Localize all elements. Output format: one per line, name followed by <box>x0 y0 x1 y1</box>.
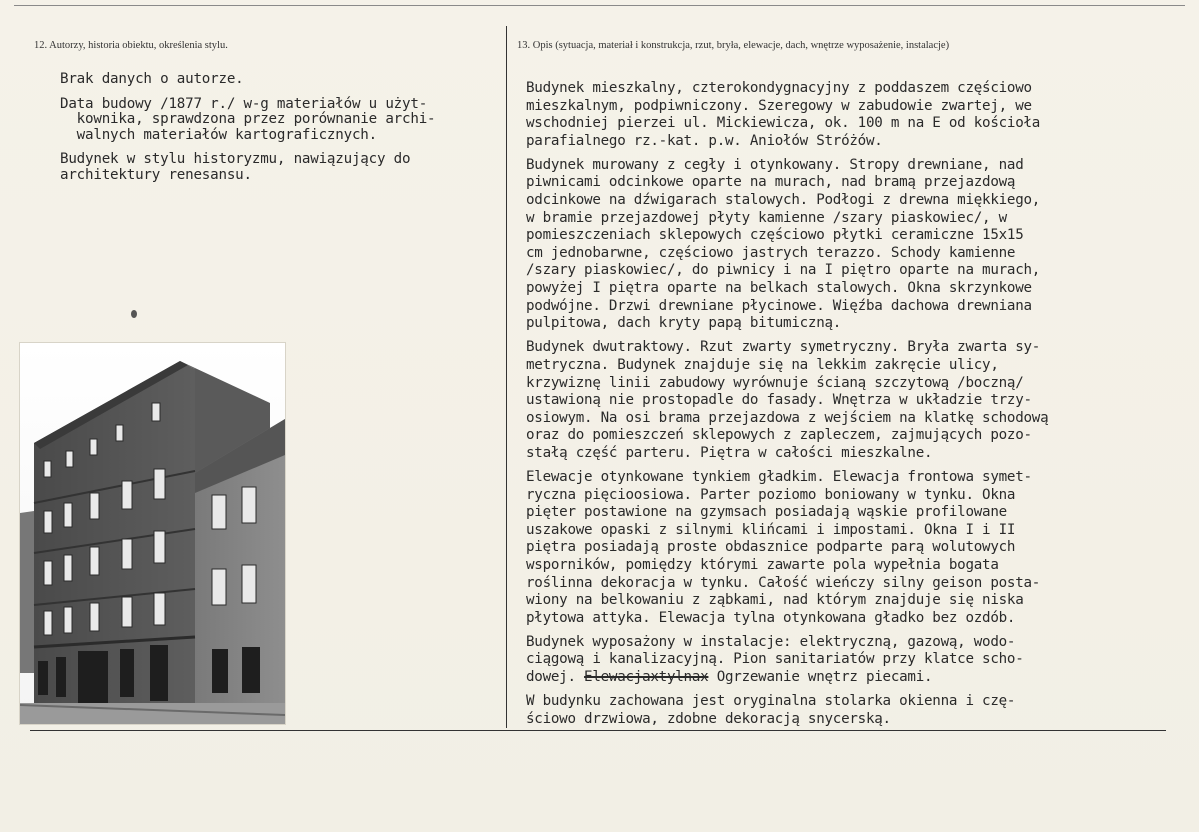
author-paragraph <box>60 72 500 88</box>
text-line: płytowa attyka. Elewacja tylna otynkowana gładko bez ozdób. <box>526 609 1016 626</box>
text-line: wsporników, pomiędzy którymi zawarte pola wypełnia bogata <box>526 556 999 573</box>
elevations-paragraph <box>526 469 1166 627</box>
text-line: walnych materiałów kartograficznych. <box>60 126 377 143</box>
text-line: Budynek w stylu historyzmu, nawiązujący do <box>60 151 411 167</box>
text-line: parafialnego rz.-kat. p.w. Aniołów Stróżów. <box>526 132 883 149</box>
text-line: oraz do pomieszczeń sklepowych z zapleczem, zajmujących pozo- <box>526 427 1032 444</box>
installations-last-start: dowej. <box>526 669 585 685</box>
text-line: pulpitowa, dach kryty papą bitumiczną. <box>526 315 842 332</box>
text-line: pomieszczeniach sklepowych częściowo płytki ceramiczne 15x15 <box>526 227 1024 244</box>
text-line: metryczna. Budynek znajduje się na lekkim zakręcie ulicy, <box>526 356 999 373</box>
building-photo-drawing <box>20 343 285 724</box>
joinery-paragraph <box>526 693 1166 728</box>
building-photo <box>19 342 286 725</box>
text-line: ustawioną nie prostopadle do fasady. Wnętrza w układzie trzy- <box>526 392 1032 409</box>
text-line: W budynku zachowana jest oryginalna stolarka okienna i czę- <box>526 693 1016 710</box>
installations-last-end: Ogrzewanie wnętrz piecami. <box>708 669 933 685</box>
text-line: Elewacje otynkowane tynkiem gładkim. Elewacja frontowa symet- <box>526 468 1032 485</box>
text-line: roślinna dekoracja w tynku. Całość wieńczy silny geison posta- <box>526 574 1041 591</box>
text-line: Brak danych o autorze. <box>60 71 244 87</box>
installations-paragraph <box>526 634 1166 687</box>
text-line: Budynek wyposażony w instalacje: elektryczną, gazową, wodo- <box>526 633 1016 650</box>
text-line: piwnicami odcinkowe oparte na murach, nad bramą przejazdową <box>526 174 1016 191</box>
text-line: architektury renesansu. <box>60 166 252 183</box>
text-line: Budynek mieszkalny, czterokondygnacyjny z poddaszem częściowo <box>526 80 1032 96</box>
authors-history-style-text <box>60 72 500 192</box>
style-paragraph <box>60 152 500 183</box>
text-line: mieszkalnym, podpiwniczony. Szeregowy w zabudowie zwartej, we <box>526 97 1032 114</box>
installations-last-line <box>526 669 1166 687</box>
top-border <box>14 5 1185 6</box>
section-12-header: 12. Autorzy, historia obiektu, określenia stylu. <box>34 40 228 51</box>
struck-out-text: Elewacjaxtylnax <box>584 669 709 685</box>
construction-date-paragraph <box>60 97 500 144</box>
location-paragraph <box>526 80 1166 150</box>
text-line: /szary piaskowiec/, do piwnicy i na I piętro oparte na murach, <box>526 262 1041 279</box>
text-line: odcinkowe na dźwigarach stalowych. Podłogi z drewna miękkiego, <box>526 192 1041 209</box>
materials-construction-paragraph <box>526 157 1166 333</box>
text-line: powyżej I piętra oparte na belkach stalowych. Okna skrzynkowe <box>526 280 1032 297</box>
text-line: wschodniej pierzei ul. Mickiewicza, ok. 100 m na E od kościoła <box>526 115 1041 132</box>
text-line: krzywiznę linii zabudowy wyrównuje ścianą szczytową /boczną/ <box>526 374 1024 391</box>
text-line: Data budowy /1877 r./ w-g materiałów u użyt- <box>60 95 428 112</box>
text-line: stałą część parteru. Piętra w całości mieszkalne. <box>526 444 933 461</box>
plan-massing-paragraph <box>526 339 1166 462</box>
text-line: kownika, sprawdzona przez porównanie archi- <box>60 111 436 127</box>
ink-spot <box>131 310 137 318</box>
description-text <box>526 80 1166 735</box>
installations-lines <box>526 634 1166 669</box>
text-line: Budynek dwutraktowy. Rzut zwarty symetryczny. Bryła zwarta sy- <box>526 339 1041 356</box>
text-line: osiowym. Na osi brama przejazdowa z wejściem na klatkę schodową <box>526 409 1049 426</box>
text-line: uszakowe opaski z silnymi klińcami i impostami. Okna I i II <box>526 521 1016 538</box>
text-line: w bramie przejazdowej płyty kamienne /szary piaskowiec/, w <box>526 209 1007 226</box>
text-line: ryczna pięcioosiowa. Parter poziomo boniowany w tynku. Okna <box>526 486 1016 503</box>
text-line: piętra posiadają proste obdasznice podparte parą wolutowych <box>526 539 1016 556</box>
text-line: cm jednobarwne, częściowo jastrych terazzo. Schody kamienne <box>526 244 1016 261</box>
text-line: pięter postawione na gzymsach posiadają wąskie profilowane <box>526 504 1007 521</box>
column-divider <box>506 26 507 728</box>
text-line: wiony na belkowaniu z ząbkami, nad którym znajduje się niska <box>526 592 1024 609</box>
section-13-header: 13. Opis (sytuacja, materiał i konstrukcja, rzut, bryła, elewacje, dach, wnętrze wyposażenie, instalacje) <box>517 40 950 51</box>
text-line: ciągową i kanalizacyjną. Pion sanitariatów przy klatce scho- <box>526 651 1024 668</box>
text-line: Budynek murowany z cegły i otynkowany. Stropy drewniane, nad <box>526 156 1024 173</box>
text-line: ściowo drzwiowa, zdobne dekoracją snycerską. <box>526 710 891 727</box>
text-line: podwójne. Drzwi drewniane płycinowe. Więźba dachowa drewniana <box>526 297 1032 314</box>
